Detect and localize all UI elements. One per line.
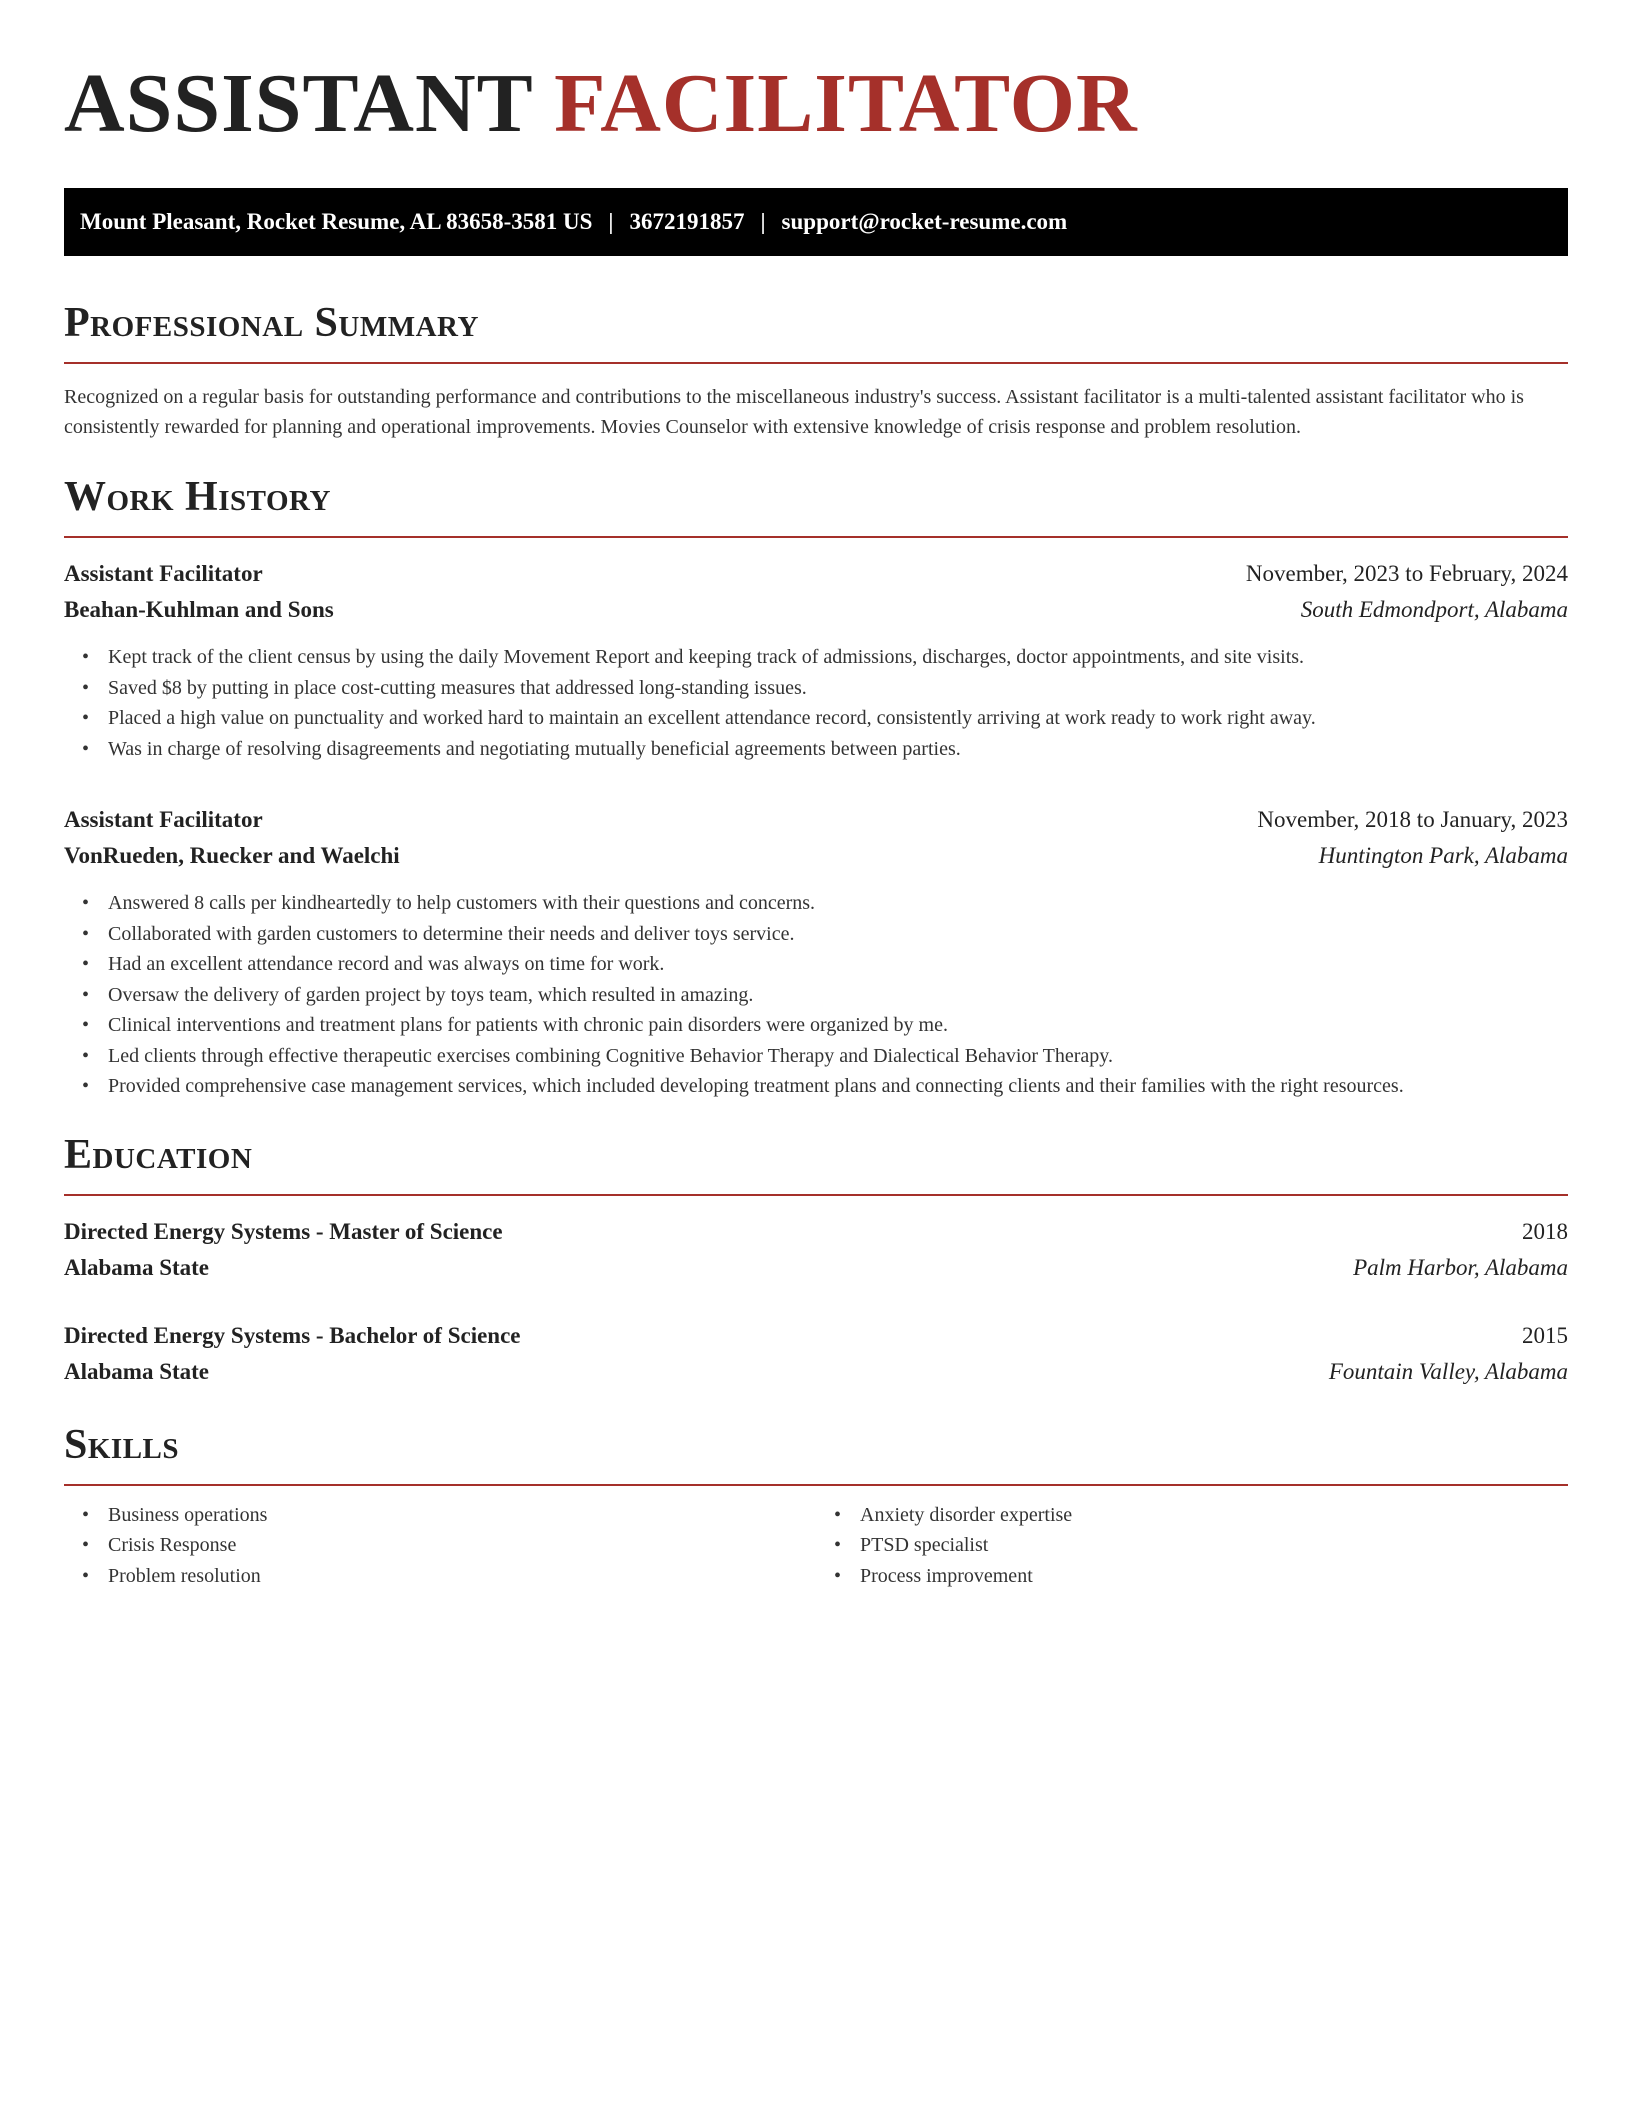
job-dates: November, 2018 to January, 2023 xyxy=(1257,807,1568,832)
section-divider xyxy=(64,362,1568,364)
contact-address: Mount Pleasant, Rocket Resume, AL 83658-3581 US xyxy=(80,209,593,234)
skill-item: • PTSD specialist xyxy=(860,1530,1568,1561)
skill-item: • Anxiety disorder expertise xyxy=(860,1500,1568,1531)
list-item: • Was in charge of resolving disagreements and negotiating mutually beneficial agreements between parties. xyxy=(108,734,1568,765)
skill-item: • Crisis Response xyxy=(108,1530,816,1561)
job-location: South Edmondport, Alabama xyxy=(1300,597,1568,622)
section-heading-summary: Professional Summary xyxy=(64,300,479,346)
education-year: 2015 xyxy=(1522,1322,1568,1348)
section-divider xyxy=(64,1484,1568,1486)
education-degree: Directed Energy Systems - Bachelor of Science xyxy=(64,1322,521,1348)
contact-separator: | xyxy=(760,209,766,234)
job-bullet-list xyxy=(64,888,1568,1102)
skills-list xyxy=(64,1500,816,1592)
list-item: • Saved $8 by putting in place cost-cutting measures that addressed long-standing issues. xyxy=(108,673,1568,704)
education-school: Alabama State xyxy=(64,1254,210,1280)
job-entry xyxy=(64,802,1568,1102)
skills-list xyxy=(816,1500,1568,1592)
skills-column-right xyxy=(816,1500,1568,1592)
education-entry xyxy=(64,1318,1568,1390)
education-entry xyxy=(64,1214,1568,1286)
education-section xyxy=(64,1130,1568,1390)
education-year: 2018 xyxy=(1522,1218,1568,1244)
job-title: Assistant Facilitator xyxy=(64,561,263,586)
job-company: VonRueden, Ruecker and Waelchi xyxy=(64,843,400,868)
section-heading-skills: Skills xyxy=(64,1421,180,1468)
list-item: • Placed a high value on punctuality and worked hard to maintain an excellent attendance record, consistently arriving at work ready to work right away. xyxy=(108,703,1568,734)
list-item: • Oversaw the delivery of garden project by toys team, which resulted in amazing. xyxy=(108,980,1568,1011)
job-bullet-list xyxy=(64,642,1568,764)
skill-item: • Problem resolution xyxy=(108,1561,816,1592)
job-dates: November, 2023 to February, 2024 xyxy=(1245,561,1568,586)
summary-text: Recognized on a regular basis for outstanding performance and contributions to the miscellaneous industry's success. Assistant facilitator is a multi-talented assistant facilitator who is consistently rewarded for planning and operational improvements. Movies Counselor with extensive knowledge of crisis response and problem resolution. xyxy=(64,386,1524,438)
education-location: Fountain Valley, Alabama xyxy=(1328,1358,1568,1384)
list-item: • Answered 8 calls per kindheartedly to help customers with their questions and concerns. xyxy=(108,888,1568,919)
title-last-word: FACILITATOR xyxy=(554,57,1138,150)
title-first-word: ASSISTANT xyxy=(64,57,533,150)
job-company: Beahan-Kuhlman and Sons xyxy=(64,597,334,622)
skills-grid xyxy=(64,1500,1568,1592)
list-item: • Clinical interventions and treatment plans for patients with chronic pain disorders were organized by me. xyxy=(108,1010,1568,1041)
list-item: • Kept track of the client census by using the daily Movement Report and keeping track of admissions, discharges, doctor appointments, and site visits. xyxy=(108,642,1568,673)
job-title: Assistant Facilitator xyxy=(64,807,263,832)
section-divider xyxy=(64,1194,1568,1196)
work-history-section xyxy=(64,472,1568,1102)
contact-separator: | xyxy=(608,209,614,234)
section-divider xyxy=(64,536,1568,538)
education-location: Palm Harbor, Alabama xyxy=(1353,1254,1568,1280)
list-item: • Led clients through effective therapeutic exercises combining Cognitive Behavior Therapy and Dialectical Behavior Therapy. xyxy=(108,1041,1568,1072)
list-item: • Had an excellent attendance record and was always on time for work. xyxy=(108,949,1568,980)
list-item: • Collaborated with garden customers to determine their needs and deliver toys service. xyxy=(108,919,1568,950)
resume-title xyxy=(64,56,1568,152)
contact-phone: 3672191857 xyxy=(629,209,745,234)
section-heading-education: Education xyxy=(64,1131,253,1178)
skills-section xyxy=(64,1420,1568,1592)
job-location: Huntington Park, Alabama xyxy=(1318,843,1568,868)
job-entry xyxy=(64,556,1568,764)
education-degree: Directed Energy Systems - Master of Science xyxy=(64,1218,503,1244)
list-item: • Provided comprehensive case management services, which included developing treatment plans and connecting clients and their families with the right resources. xyxy=(108,1071,1568,1102)
skill-item: • Business operations xyxy=(108,1500,816,1531)
education-school: Alabama State xyxy=(64,1358,210,1384)
contact-email: support@rocket-resume.com xyxy=(781,209,1068,234)
skills-column-left xyxy=(64,1500,816,1592)
contact-bar xyxy=(64,188,1568,256)
skill-item: • Process improvement xyxy=(860,1561,1568,1592)
section-heading-work-history: Work History xyxy=(64,474,331,520)
summary-section xyxy=(64,298,1568,442)
